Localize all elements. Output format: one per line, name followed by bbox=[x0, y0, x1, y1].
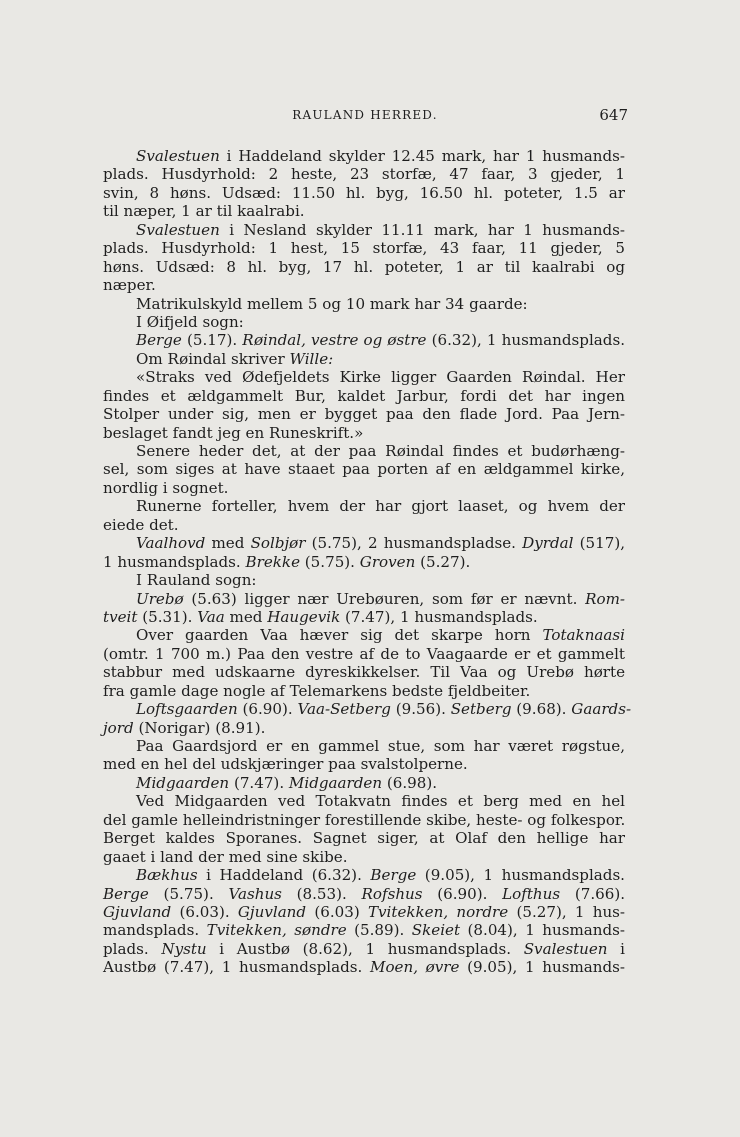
text-line bbox=[103, 903, 625, 921]
text-segment: (6.90). bbox=[422, 884, 503, 903]
text-segment: (5.75). bbox=[300, 552, 360, 571]
italic-text: Tvitekken, nordre bbox=[367, 902, 509, 921]
text-segment: (5.27), 1 hus- bbox=[508, 902, 626, 921]
text-segment: Senere heder det, at der paa Røindal findes et budørhæng- bbox=[136, 442, 625, 460]
text-segment: i Haddeland (6.32). bbox=[197, 866, 371, 885]
italic-text: tveit bbox=[103, 607, 138, 626]
italic-text: Brekke bbox=[245, 552, 300, 571]
text-line bbox=[103, 221, 625, 239]
italic-text: Skeiet bbox=[411, 921, 461, 940]
text-line bbox=[103, 645, 625, 663]
text-segment: (6.32), 1 husmandsplads. bbox=[426, 331, 625, 350]
text-segment: (5.31). bbox=[137, 607, 198, 626]
text-segment: nordlig i sognet. bbox=[103, 478, 229, 497]
text-segment: gaaet i land der med sine skibe. bbox=[103, 847, 348, 866]
italic-text: Bækhus bbox=[136, 866, 198, 885]
text-segment: til næper, 1 ar til kaalrabi. bbox=[103, 202, 305, 221]
text-line bbox=[103, 350, 625, 368]
text-segment: Paa Gaardsjord er en gammel stue, som har været røgstue, bbox=[136, 737, 625, 755]
text-segment: (6.98). bbox=[382, 773, 438, 792]
text-line bbox=[103, 405, 625, 423]
text-segment: (5.17). bbox=[181, 331, 243, 350]
text-segment: (omtr. 1 700 m.) Paa den vestre af de to Vaagaarde er et gammelt bbox=[103, 644, 625, 663]
text-segment: (8.04), 1 husmands- bbox=[460, 921, 626, 940]
text-line bbox=[103, 719, 625, 737]
body-text bbox=[103, 147, 632, 977]
text-segment: fra gamle dage nogle af Telemarkens bedste fjeldbeiter. bbox=[103, 681, 531, 700]
text-segment: Ved Midgaarden ved Totakvatn findes et berg med en hel bbox=[136, 792, 625, 811]
text-segment: 1 husmandsplads. bbox=[103, 552, 246, 571]
text-segment: (6.03). bbox=[171, 902, 238, 921]
text-segment: del gamle helleindristninger forestillende skibe, heste- og folkespor. bbox=[103, 810, 626, 829]
text-segment: Stolper under sig, men er bygget paa den flade Jord. Paa Jern- bbox=[103, 405, 625, 424]
text-line bbox=[103, 479, 625, 497]
text-line bbox=[103, 829, 625, 847]
text-line bbox=[103, 424, 625, 442]
italic-text: Røindal, vestre og østre bbox=[242, 331, 427, 350]
text-segment: (5.89). bbox=[346, 921, 412, 940]
text-line bbox=[103, 534, 625, 552]
text-line bbox=[103, 368, 625, 386]
text-segment: (7.47). bbox=[229, 773, 289, 792]
text-segment: eiede det. bbox=[103, 515, 179, 534]
text-line bbox=[103, 553, 625, 571]
text-segment: (7.66). bbox=[560, 884, 626, 903]
text-line bbox=[103, 682, 625, 700]
italic-text: Groven bbox=[359, 552, 416, 571]
text-segment: høns. Udsæd: 8 hl. byg, 17 hl. poteter, 1 ar til kaalrabi og bbox=[103, 257, 625, 276]
italic-text: Midgaarden bbox=[288, 773, 383, 792]
italic-text: Moen, øvre bbox=[370, 958, 460, 977]
text-segment: med en hel del udskjæringer paa svalstolperne. bbox=[103, 755, 468, 774]
text-segment: (5.75), 2 husmandspladse. bbox=[305, 534, 523, 553]
text-line bbox=[103, 295, 625, 313]
text-segment: (5.75). bbox=[148, 884, 229, 903]
text-segment: (8.53). bbox=[281, 884, 362, 903]
text-line bbox=[103, 885, 625, 903]
text-segment: med bbox=[224, 607, 268, 626]
text-segment: (9.56). bbox=[390, 700, 451, 719]
text-segment: Om Røindal skriver bbox=[136, 349, 290, 368]
text-line bbox=[103, 442, 625, 460]
text-line bbox=[103, 147, 625, 165]
text-segment: plads. Husdyrhold: 1 hest, 15 storfæ, 43 faar, 11 gjeder, 5 bbox=[103, 239, 625, 258]
text-segment: (5.63) ligger nær Urebøuren, som før er nævnt. bbox=[183, 589, 586, 608]
italic-text: Vashus bbox=[228, 884, 282, 903]
text-line bbox=[103, 848, 625, 866]
text-segment: (6.03) bbox=[306, 902, 368, 921]
text-segment: i Haddeland skylder 12.45 mark, har 1 husmands- bbox=[219, 147, 625, 165]
text-segment: stabbur med udskaarne dyreskikkelser. Til Vaa og Urebø hørte bbox=[103, 663, 625, 682]
text-segment: i bbox=[607, 939, 625, 958]
text-segment: findes et ældgammelt Bur, kaldet Jarbur, fordi det har ingen bbox=[103, 386, 625, 405]
italic-text: Wille: bbox=[289, 349, 334, 368]
text-line bbox=[103, 516, 625, 534]
text-line bbox=[103, 387, 625, 405]
running-title: RAULAND HERRED. bbox=[292, 108, 438, 122]
text-segment: (9.68). bbox=[511, 700, 572, 719]
text-segment: svin, 8 høns. Udsæd: 11.50 hl. byg, 16.50 hl. poteter, 1.5 ar bbox=[103, 183, 625, 202]
italic-text: Dyrdal bbox=[522, 534, 574, 553]
text-line bbox=[103, 866, 625, 884]
italic-text: Vaa bbox=[197, 607, 225, 626]
italic-text: Totaknaasi bbox=[542, 626, 625, 645]
text-line bbox=[103, 460, 625, 478]
text-line bbox=[103, 737, 625, 755]
text-line bbox=[103, 590, 625, 608]
text-line bbox=[103, 313, 625, 331]
text-line bbox=[103, 700, 632, 719]
text-line bbox=[103, 497, 625, 515]
text-segment: I Rauland sogn: bbox=[136, 571, 257, 590]
italic-text: Berge bbox=[370, 866, 417, 885]
text-line bbox=[103, 774, 625, 792]
italic-text: Gjuvland bbox=[103, 902, 172, 921]
text-line bbox=[103, 626, 625, 644]
italic-text: Loftsgaarden bbox=[136, 700, 238, 719]
text-segment: Berget kaldes Sporanes. Sagnet siger, at Olaf den hellige har bbox=[103, 829, 625, 848]
italic-text: Urebø bbox=[136, 589, 184, 608]
text-line bbox=[103, 921, 625, 939]
italic-text: Vaalhovd bbox=[136, 534, 206, 553]
text-segment: (7.47), 1 husmandsplads. bbox=[340, 607, 538, 626]
text-segment: Austbø (7.47), 1 husmandsplads. bbox=[103, 958, 370, 977]
italic-text: Rofshus bbox=[361, 884, 423, 903]
text-line bbox=[103, 755, 625, 773]
italic-text: Haugevik bbox=[267, 607, 341, 626]
italic-text: Midgaarden bbox=[136, 773, 230, 792]
italic-text: Gjuvland bbox=[237, 902, 307, 921]
italic-text: Vaa-Setberg bbox=[297, 700, 391, 719]
text-line bbox=[103, 165, 625, 183]
text-segment: (9.05), 1 husmandsplads. bbox=[416, 866, 625, 885]
text-line bbox=[103, 663, 625, 681]
text-segment: beslaget fandt jeg en Runeskrift.» bbox=[103, 423, 364, 442]
italic-text: Nystu bbox=[161, 939, 207, 958]
italic-text: Solbjør bbox=[250, 534, 306, 553]
italic-text: Gaards- bbox=[571, 700, 632, 719]
italic-text: Berge bbox=[136, 331, 182, 350]
text-segment: «Straks ved Ødefjeldets Kirke ligger Gaarden Røindal. Her bbox=[136, 368, 625, 387]
text-line bbox=[103, 571, 625, 589]
text-segment: næper. bbox=[103, 276, 156, 295]
page-header bbox=[102, 108, 628, 130]
text-segment: Matrikulskyld mellem 5 og 10 mark har 34 gaarde: bbox=[136, 294, 528, 313]
italic-text: Rom- bbox=[585, 589, 625, 608]
text-line bbox=[103, 184, 625, 202]
text-segment: med bbox=[205, 534, 251, 553]
italic-text: Svalestuen bbox=[136, 220, 220, 239]
text-segment: i Nesland skylder 11.11 mark, har 1 husmands- bbox=[219, 220, 625, 239]
italic-text: Berge bbox=[103, 884, 149, 903]
text-segment: i Austbø (8.62), 1 husmandsplads. bbox=[206, 939, 524, 958]
text-segment: (5.27). bbox=[415, 552, 471, 571]
page-number: 647 bbox=[599, 106, 628, 124]
text-segment: plads. bbox=[103, 939, 162, 958]
text-segment: mandsplads. bbox=[103, 921, 207, 940]
italic-text: Lofthus bbox=[502, 884, 561, 903]
text-segment: (6.90). bbox=[237, 700, 298, 719]
text-segment: sel, som siges at have staaet paa porten af en ældgammel kirke, bbox=[103, 460, 625, 479]
text-segment: plads. Husdyrhold: 2 heste, 23 storfæ, 47 faar, 3 gjeder, 1 bbox=[103, 165, 625, 184]
italic-text: jord bbox=[103, 718, 134, 737]
italic-text: Svalestuen bbox=[136, 147, 220, 165]
text-line bbox=[103, 331, 625, 349]
italic-text: Svalestuen bbox=[523, 939, 608, 958]
text-line bbox=[103, 276, 625, 294]
italic-text: Setberg bbox=[450, 700, 512, 719]
text-segment: Over gaarden Vaa hæver sig det skarpe horn bbox=[136, 626, 543, 645]
text-segment: I Øifjeld sogn: bbox=[136, 312, 244, 331]
text-line bbox=[103, 202, 625, 220]
text-segment: (517), bbox=[573, 534, 626, 553]
italic-text: Tvitekken, søndre bbox=[206, 921, 347, 940]
text-line bbox=[103, 811, 625, 829]
text-line bbox=[103, 258, 625, 276]
text-line bbox=[103, 239, 625, 257]
text-segment: Runerne forteller, hvem der har gjort laaset, og hvem der bbox=[136, 497, 625, 516]
text-line bbox=[103, 958, 625, 976]
text-segment: (Norigar) (8.91). bbox=[133, 718, 266, 737]
text-line bbox=[103, 940, 625, 958]
text-line bbox=[103, 792, 625, 810]
text-segment: (9.05), 1 husmands- bbox=[459, 958, 625, 977]
text-line bbox=[103, 608, 625, 626]
